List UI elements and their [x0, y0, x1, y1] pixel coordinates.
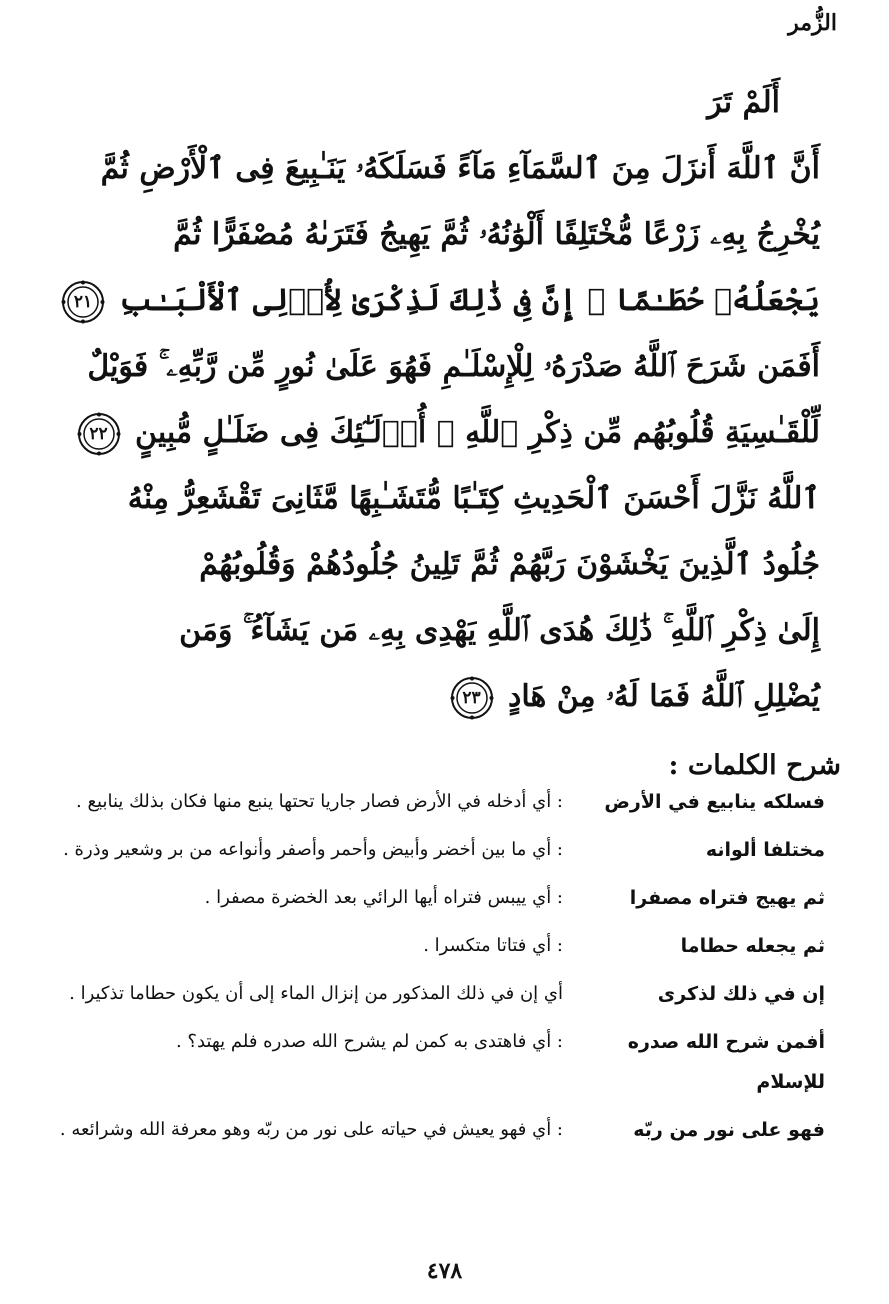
glossary-entry	[50, 1110, 825, 1150]
glossary-definition: : أي فتاتا متكسرا .	[423, 935, 563, 956]
glossary-term: إن في ذلك لذكرى	[657, 983, 825, 1005]
verse-line: أَنَّ ٱللَّهَ أَنزَلَ مِنَ ٱلسَّمَآءِ مَآءً فَسَلَكَهُۥ يَنَـٰبِيعَ فِى ٱلْأَرْضِ ثُمَّ	[100, 151, 820, 186]
glossary-term: مختلفا ألوانه	[705, 839, 825, 861]
glossary-definition: : أي فهو يعيش في حياته على نور من ربّه وهو معرفة الله وشرائعه .	[59, 1119, 563, 1140]
glossary-term: فهو على نور من ربّه	[633, 1119, 825, 1141]
verse-line: جُلُودُ ٱلَّذِينَ يَخْشَوْنَ رَبَّهُمْ ثُمَّ تَلِينُ جُلُودُهُمْ وَقُلُوبُهُمْ	[199, 547, 820, 582]
verse-line-with-marker	[200, 664, 820, 730]
glossary-term: ثم يهيج فتراه مصفرا	[629, 887, 825, 909]
glossary-entry	[50, 1022, 825, 1102]
glossary-definition: : أي أدخله في الأرض فصار جاريا تحتها ينبع منها فكان بذلك ينابيع .	[76, 791, 563, 812]
glossary-entry	[50, 782, 825, 822]
ayah-number-marker-23	[450, 676, 494, 720]
verse-text: لِّلْقَـٰسِيَةِ قُلُوبُهُم مِّن ذِكْرِ ٱللَّهِ ۚ أُو۟لَـٰٓئِكَ فِى ضَلَـٰلٍ مُّبِينٍ	[135, 415, 820, 450]
glossary-definition: : أي فاهتدى به كمن لم يشرح الله صدره فلم يهتد؟ .	[175, 1031, 563, 1052]
glossary-definition: أي إن في ذلك المذكور من إنزال الماء إلى أن يكون حطاما تذكيرا .	[69, 983, 563, 1004]
verse-line-with-marker	[73, 268, 820, 334]
verse-line: إِلَىٰ ذِكْرِ ٱللَّهِ ۚ ذَٰلِكَ هُدَى ٱللَّهِ يَهْدِى بِهِۦ مَن يَشَآءُ ۚ وَمَن	[179, 613, 820, 648]
verse-line: يُخْرِجُ بِهِۦ زَرْعًا مُّخْتَلِفًا أَلْوَٰنُهُۥ ثُمَّ يَهِيجُ فَتَرَىٰهُ مُصْفَرًّا ثُمَّ	[173, 217, 820, 252]
glossary-entry	[50, 926, 825, 966]
glossary-term: فسلكه ينابيع في الأرض	[604, 791, 825, 813]
glossary-term: ثم يجعله حطاما	[680, 935, 825, 957]
glossary-definition: : أي ييبس فتراه أيها الرائي بعد الخضرة مصفرا .	[204, 887, 563, 908]
verse-text: يَجْعَلُهُۥ حُطَـٰمًا ۚ إِنَّ فِى ذَٰلِكَ لَذِكْرَىٰ لِأُو۟لِى ٱلْأَلْبَـٰبِ	[119, 283, 820, 318]
glossary-entry	[50, 878, 825, 918]
page-number: ٤٧٨	[426, 1258, 463, 1284]
verse-line: ٱللَّهُ نَزَّلَ أَحْسَنَ ٱلْحَدِيثِ كِتَـٰبًا مُّتَشَـٰبِهًا مَّثَانِىَ تَقْشَعِرُّ مِنْهُ	[127, 481, 820, 516]
verse-text: يُضْلِلِ ٱللَّهُ فَمَا لَهُۥ مِنْ هَادٍ	[507, 679, 820, 714]
glossary-list	[50, 782, 825, 1158]
verse-line: أَفَمَن شَرَحَ ٱللَّهُ صَدْرَهُۥ لِلْإِسْلَـٰمِ فَهُوَ عَلَىٰ نُورٍ مِّن رَّبِّهِۦ ۚ فَوَيْلٌ	[87, 349, 820, 384]
glossary-entry	[50, 830, 825, 870]
glossary-term: أفمن شرح الله صدره للإسلام	[627, 1031, 825, 1093]
ayah-number-marker-22	[77, 412, 121, 456]
verse-line: أَلَمْ تَرَ	[707, 85, 780, 120]
verse-line-with-marker	[89, 400, 820, 466]
ayah-number: ٢٢	[89, 423, 108, 444]
glossary-definition: : أي ما بين أخضر وأبيض وأحمر وأصفر وأنواعه من بر وشعير وذرة .	[63, 839, 563, 860]
ayah-number: ٢١	[73, 291, 93, 312]
quran-verses-block	[73, 70, 820, 730]
ayah-number-marker-21	[61, 280, 105, 324]
ayah-number: ٢٣	[462, 687, 481, 708]
surah-name-header: الزُّمر	[788, 10, 837, 36]
glossary-heading: شرح الكلمات :	[668, 750, 841, 781]
glossary-entry	[50, 974, 825, 1014]
